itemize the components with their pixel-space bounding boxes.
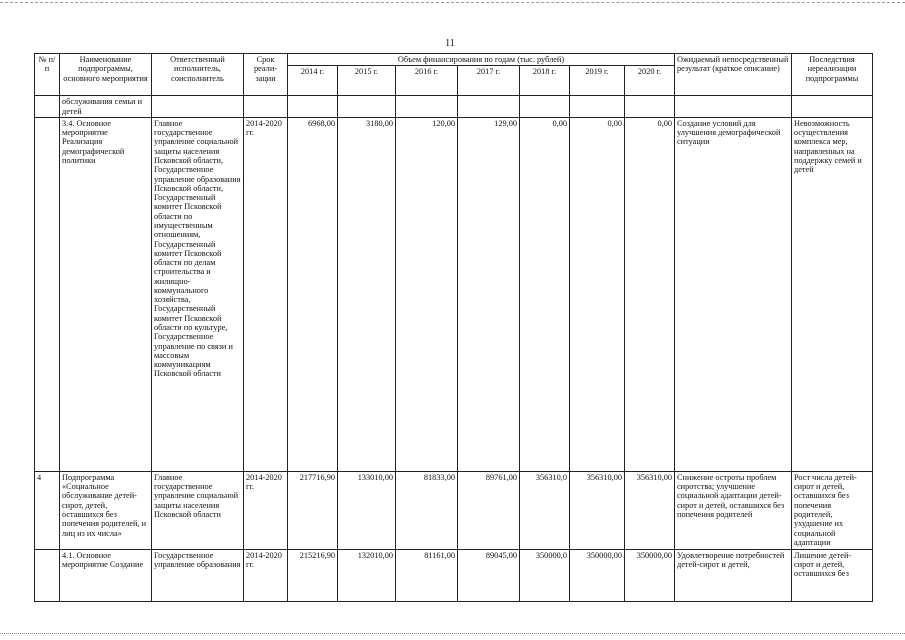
table-row <box>35 96 873 118</box>
row-name: обслуживания семьи и детей <box>60 96 152 118</box>
row-value-2018: 356310,0 <box>520 471 570 549</box>
header-expected-result: Ожидаемый непосредственный результат (краткое описание) <box>675 54 792 96</box>
row-responsible: Главное государственное управление социальной защиты населения Псковской области <box>152 471 244 549</box>
header-year-2014: 2014 г. <box>288 66 338 96</box>
row-value-2020: 0,00 <box>625 117 675 471</box>
row-term: 2014-2020 гг. <box>244 117 288 471</box>
table-row <box>35 471 873 549</box>
row-number <box>35 549 60 601</box>
table-header-row <box>35 54 873 66</box>
row-value-2019: 350000,00 <box>570 549 625 601</box>
row-number <box>35 96 60 118</box>
row-consequences: Рост числа детей-сирот и детей, оставшихся без попечения родителей, ухудшение их социальной адаптации <box>792 471 873 549</box>
page-top-edge <box>0 2 905 3</box>
row-expected-result: Создание условий для улучшения демографической ситуации <box>675 117 792 471</box>
row-value-2015: 3180,00 <box>338 117 396 471</box>
program-table <box>34 53 873 602</box>
row-expected-result: Удовлетворение потребностей детей-сирот и детей, <box>675 549 792 601</box>
row-value-2016: 120,00 <box>396 117 458 471</box>
header-year-2016: 2016 г. <box>396 66 458 96</box>
row-expected-result: Снижение остроты проблем сиротства; улучшение социальной адаптации детей-сирот и детей, оставшихся без попечения родителей <box>675 471 792 549</box>
row-value-2014: 6968,00 <box>288 117 338 471</box>
row-value-2018: 350000,0 <box>520 549 570 601</box>
row-responsible: Главное государственное управление социальной защиты населения Псковской области, Государственное управление образования Псковской области, Государственный комитет Псковской области по имущественным отношениям, Государственный комитет Псковской области по делам строительства и жилищно-коммунального хозяйства, Государственный комитет Псковской области по культуре, Государственное управление по связи и массовым коммуникациям Псковской области <box>152 117 244 471</box>
row-value-2016: 81161,00 <box>396 549 458 601</box>
row-value-2016: 81833,00 <box>396 471 458 549</box>
header-number: № п/п <box>35 54 60 96</box>
row-number <box>35 117 60 471</box>
header-responsible: Ответственный исполнитель, соисполнитель <box>152 54 244 96</box>
header-consequences: Последствия нереализации подпрограммы <box>792 54 873 96</box>
row-value-2019: 356310,00 <box>570 471 625 549</box>
row-value-2017: 89045,00 <box>458 549 520 601</box>
row-consequences: Лишение детей-сирот и детей, оставшихся без <box>792 549 873 601</box>
header-year-2020: 2020 г. <box>625 66 675 96</box>
row-consequences <box>792 96 873 118</box>
row-term <box>244 96 288 118</box>
header-year-2015: 2015 г. <box>338 66 396 96</box>
row-value-2020: 350000,00 <box>625 549 675 601</box>
row-value-2019: 0,00 <box>570 117 625 471</box>
row-value-2015: 133010,00 <box>338 471 396 549</box>
row-value-2015 <box>338 96 396 118</box>
table-row <box>35 549 873 601</box>
row-name: 3.4. Основное мероприятие Реализация демографической политики <box>60 117 152 471</box>
row-value-2014: 217716,90 <box>288 471 338 549</box>
row-value-2014: 215216,90 <box>288 549 338 601</box>
row-responsible <box>152 96 244 118</box>
row-value-2015: 132010,00 <box>338 549 396 601</box>
row-value-2020: 356310,00 <box>625 471 675 549</box>
row-consequences: Невозможность осуществления комплекса мер, направленных на поддержку семей и детей <box>792 117 873 471</box>
row-term: 2014-2020 гг. <box>244 471 288 549</box>
row-value-2020 <box>625 96 675 118</box>
row-value-2018: 0,00 <box>520 117 570 471</box>
row-expected-result <box>675 96 792 118</box>
row-value-2017 <box>458 96 520 118</box>
row-value-2018 <box>520 96 570 118</box>
row-number: 4 <box>35 471 60 549</box>
header-funding: Объем финансирования по годам (тыс. рублей) <box>288 54 675 66</box>
page-bottom-edge <box>0 633 905 634</box>
row-term: 2014-2020 гг. <box>244 549 288 601</box>
header-year-2018: 2018 г. <box>520 66 570 96</box>
table-row <box>35 117 873 471</box>
header-name: Наименование подпрограммы, основного мероприятия <box>60 54 152 96</box>
row-value-2019 <box>570 96 625 118</box>
row-value-2017: 129,00 <box>458 117 520 471</box>
row-value-2017: 89761,00 <box>458 471 520 549</box>
header-term: Срок реали-зации <box>244 54 288 96</box>
header-year-2019: 2019 г. <box>570 66 625 96</box>
row-value-2014 <box>288 96 338 118</box>
header-year-2017: 2017 г. <box>458 66 520 96</box>
row-name: Подпрограмма «Социальное обслуживание детей-сирот, детей, оставшихся без попечения родителей, и лиц из их числа» <box>60 471 152 549</box>
row-responsible: Государственное управление образования <box>152 549 244 601</box>
row-value-2016 <box>396 96 458 118</box>
row-name: 4.1. Основное мероприятие Создание <box>60 549 152 601</box>
page-number: 11 <box>445 38 455 49</box>
